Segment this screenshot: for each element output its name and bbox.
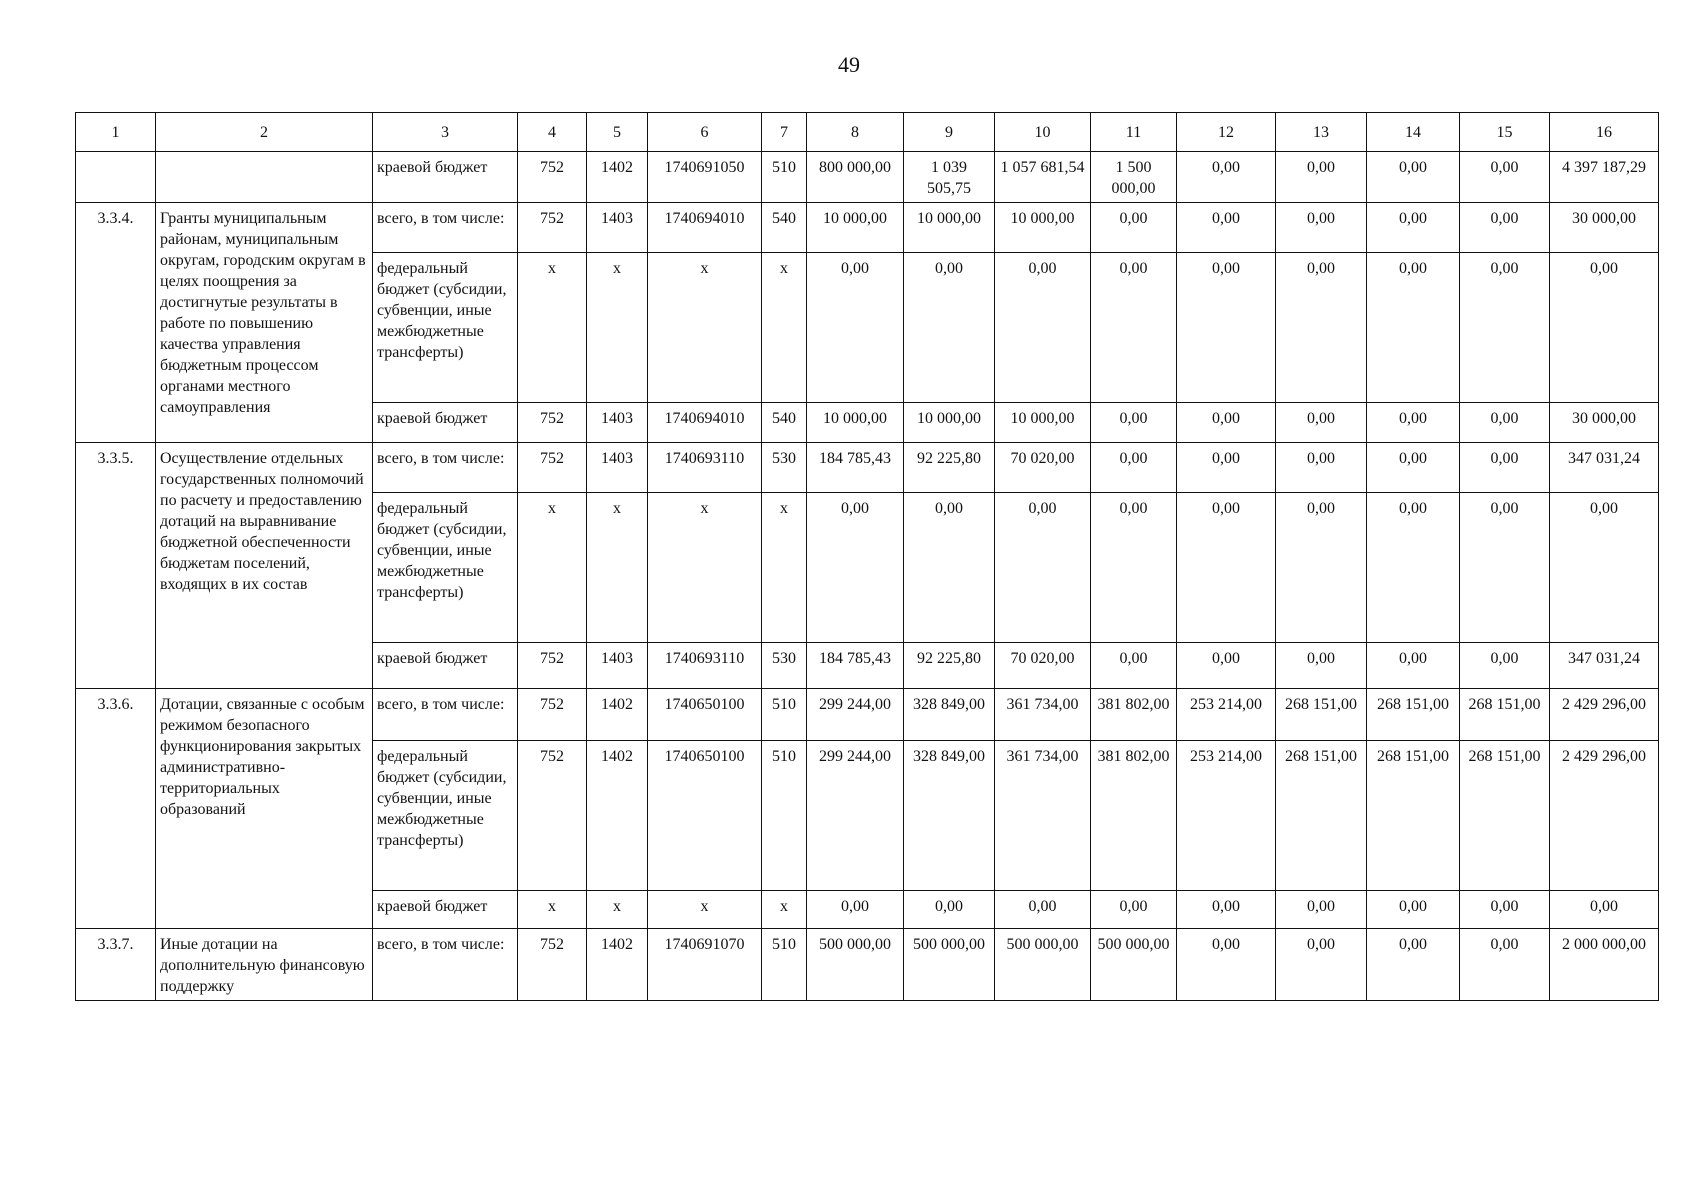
value-cell: 328 849,00 <box>904 741 995 891</box>
value-cell: 328 849,00 <box>904 689 995 741</box>
value-cell: 184 785,43 <box>807 443 904 493</box>
value-cell: 268 151,00 <box>1367 689 1460 741</box>
value-cell: 0,00 <box>1367 253 1460 403</box>
section-name: Гранты муниципальным районам, муниципальным округам, городским округам в целях поощрения за достигнутые результаты в работе по повышению качества управления бюджетным процессом органами местного самоуправления <box>156 203 373 443</box>
column-header: 8 <box>807 113 904 152</box>
code-cell: 1402 <box>587 689 648 741</box>
value-cell: 0,00 <box>1091 891 1177 929</box>
value-cell: 0,00 <box>807 253 904 403</box>
value-cell: 0,00 <box>1276 203 1367 253</box>
value-cell: 0,00 <box>1091 203 1177 253</box>
source-label: всего, в том числе: <box>373 443 518 493</box>
source-label: краевой бюджет <box>373 643 518 689</box>
value-cell: 0,00 <box>1460 253 1550 403</box>
value-cell: 0,00 <box>1091 643 1177 689</box>
value-cell: 0,00 <box>1091 493 1177 643</box>
value-cell: 30 000,00 <box>1550 203 1659 253</box>
table-row <box>76 689 1659 741</box>
code-cell: х <box>762 891 807 929</box>
source-label: всего, в том числе: <box>373 929 518 1001</box>
column-header: 12 <box>1177 113 1276 152</box>
source-label: федеральный бюджет (субсидии, субвенции, иные межбюджетные трансферты) <box>373 741 518 891</box>
code-cell: 530 <box>762 643 807 689</box>
empty-cell <box>76 152 156 203</box>
value-cell: 0,00 <box>1177 443 1276 493</box>
code-cell: 752 <box>518 643 587 689</box>
section-number: 3.3.4. <box>76 203 156 443</box>
source-label: краевой бюджет <box>373 152 518 203</box>
value-cell: 0,00 <box>1276 493 1367 643</box>
code-cell: 752 <box>518 152 587 203</box>
table-row <box>76 152 1659 203</box>
value-cell: 381 802,00 <box>1091 741 1177 891</box>
value-cell: 0,00 <box>1276 891 1367 929</box>
value-cell: 0,00 <box>1460 493 1550 643</box>
code-cell: 510 <box>762 741 807 891</box>
code-cell: 1740694010 <box>648 203 762 253</box>
code-cell: 530 <box>762 443 807 493</box>
table-row <box>76 203 1659 253</box>
value-cell: 347 031,24 <box>1550 643 1659 689</box>
code-cell: х <box>518 493 587 643</box>
value-cell: 0,00 <box>1177 643 1276 689</box>
value-cell: 0,00 <box>1177 929 1276 1001</box>
value-cell: 0,00 <box>995 891 1091 929</box>
column-header: 1 <box>76 113 156 152</box>
value-cell: 0,00 <box>1091 253 1177 403</box>
code-cell: 1402 <box>587 152 648 203</box>
code-cell: 752 <box>518 929 587 1001</box>
column-header: 4 <box>518 113 587 152</box>
source-label: краевой бюджет <box>373 891 518 929</box>
value-cell: 0,00 <box>1460 643 1550 689</box>
value-cell: 253 214,00 <box>1177 689 1276 741</box>
value-cell: 0,00 <box>1091 443 1177 493</box>
code-cell: 752 <box>518 689 587 741</box>
code-cell: 1402 <box>587 929 648 1001</box>
column-header: 9 <box>904 113 995 152</box>
section-name: Дотации, связанные с особым режимом безопасного функционирования закрытых административно-территориальных образований <box>156 689 373 929</box>
code-cell: х <box>648 493 762 643</box>
value-cell: 0,00 <box>1460 403 1550 443</box>
column-header: 14 <box>1367 113 1460 152</box>
value-cell: 347 031,24 <box>1550 443 1659 493</box>
code-cell: 1740694010 <box>648 403 762 443</box>
column-header: 7 <box>762 113 807 152</box>
value-cell: 184 785,43 <box>807 643 904 689</box>
budget-table <box>75 112 1659 1001</box>
code-cell: х <box>518 253 587 403</box>
code-cell: 1740650100 <box>648 741 762 891</box>
value-cell: 268 151,00 <box>1276 689 1367 741</box>
value-cell: 70 020,00 <box>995 643 1091 689</box>
value-cell: 0,00 <box>1276 443 1367 493</box>
value-cell: 268 151,00 <box>1367 741 1460 891</box>
value-cell: 800 000,00 <box>807 152 904 203</box>
column-header: 15 <box>1460 113 1550 152</box>
code-cell: х <box>587 253 648 403</box>
source-label: всего, в том числе: <box>373 689 518 741</box>
value-cell: 0,00 <box>1276 643 1367 689</box>
value-cell: 10 000,00 <box>807 403 904 443</box>
value-cell: 0,00 <box>1367 891 1460 929</box>
empty-cell <box>156 152 373 203</box>
value-cell: 1 057 681,54 <box>995 152 1091 203</box>
value-cell: 0,00 <box>1177 203 1276 253</box>
value-cell: 0,00 <box>1367 443 1460 493</box>
value-cell: 0,00 <box>1367 493 1460 643</box>
value-cell: 0,00 <box>1460 929 1550 1001</box>
code-cell: 752 <box>518 203 587 253</box>
value-cell: 4 397 187,29 <box>1550 152 1659 203</box>
value-cell: 70 020,00 <box>995 443 1091 493</box>
value-cell: 299 244,00 <box>807 689 904 741</box>
code-cell: 1740693110 <box>648 443 762 493</box>
value-cell: 0,00 <box>807 493 904 643</box>
section-number: 3.3.6. <box>76 689 156 929</box>
value-cell: 2 000 000,00 <box>1550 929 1659 1001</box>
value-cell: 0,00 <box>1460 891 1550 929</box>
code-cell: х <box>587 493 648 643</box>
value-cell: 0,00 <box>1550 253 1659 403</box>
value-cell: 0,00 <box>1276 929 1367 1001</box>
value-cell: 0,00 <box>1091 403 1177 443</box>
value-cell: 0,00 <box>1367 643 1460 689</box>
code-cell: 1403 <box>587 443 648 493</box>
value-cell: 0,00 <box>995 493 1091 643</box>
code-cell: 1740691050 <box>648 152 762 203</box>
code-cell: 1740691070 <box>648 929 762 1001</box>
code-cell: 1403 <box>587 403 648 443</box>
value-cell: 500 000,00 <box>807 929 904 1001</box>
code-cell: 1740650100 <box>648 689 762 741</box>
value-cell: 0,00 <box>1276 253 1367 403</box>
code-cell: х <box>587 891 648 929</box>
column-header: 6 <box>648 113 762 152</box>
value-cell: 0,00 <box>1367 403 1460 443</box>
value-cell: 10 000,00 <box>995 203 1091 253</box>
source-label: федеральный бюджет (субсидии, субвенции, иные межбюджетные трансферты) <box>373 253 518 403</box>
code-cell: х <box>762 253 807 403</box>
value-cell: 0,00 <box>807 891 904 929</box>
column-header: 2 <box>156 113 373 152</box>
source-label: федеральный бюджет (субсидии, субвенции, иные межбюджетные трансферты) <box>373 493 518 643</box>
value-cell: 0,00 <box>1460 203 1550 253</box>
value-cell: 92 225,80 <box>904 643 995 689</box>
value-cell: 0,00 <box>1276 403 1367 443</box>
source-label: всего, в том числе: <box>373 203 518 253</box>
value-cell: 361 734,00 <box>995 689 1091 741</box>
value-cell: 30 000,00 <box>1550 403 1659 443</box>
value-cell: 381 802,00 <box>1091 689 1177 741</box>
value-cell: 0,00 <box>1367 152 1460 203</box>
column-header: 10 <box>995 113 1091 152</box>
value-cell: 0,00 <box>904 493 995 643</box>
code-cell: 1403 <box>587 643 648 689</box>
value-cell: 10 000,00 <box>904 403 995 443</box>
value-cell: 0,00 <box>1276 152 1367 203</box>
value-cell: 10 000,00 <box>807 203 904 253</box>
value-cell: 361 734,00 <box>995 741 1091 891</box>
value-cell: 268 151,00 <box>1460 741 1550 891</box>
section-name: Иные дотации на дополнительную финансовую поддержку <box>156 929 373 1001</box>
value-cell: 0,00 <box>1460 443 1550 493</box>
value-cell: 2 429 296,00 <box>1550 689 1659 741</box>
source-label: краевой бюджет <box>373 403 518 443</box>
value-cell: 500 000,00 <box>904 929 995 1001</box>
value-cell: 0,00 <box>1550 493 1659 643</box>
code-cell: 510 <box>762 929 807 1001</box>
code-cell: х <box>518 891 587 929</box>
value-cell: 299 244,00 <box>807 741 904 891</box>
code-cell: 752 <box>518 443 587 493</box>
value-cell: 500 000,00 <box>995 929 1091 1001</box>
value-cell: 0,00 <box>1550 891 1659 929</box>
code-cell: 1403 <box>587 203 648 253</box>
value-cell: 268 151,00 <box>1276 741 1367 891</box>
section-number: 3.3.5. <box>76 443 156 689</box>
header-row <box>76 113 1659 152</box>
value-cell: 1 039 505,75 <box>904 152 995 203</box>
value-cell: 0,00 <box>1367 929 1460 1001</box>
column-header: 5 <box>587 113 648 152</box>
value-cell: 1 500 000,00 <box>1091 152 1177 203</box>
value-cell: 0,00 <box>1177 891 1276 929</box>
value-cell: 253 214,00 <box>1177 741 1276 891</box>
code-cell: 540 <box>762 203 807 253</box>
table-row <box>76 443 1659 493</box>
section-name: Осуществление отдельных государственных полномочий по расчету и предоставлению дотаций на выравнивание бюджетной обеспеченности бюджетам поселений, входящих в их состав <box>156 443 373 689</box>
column-header: 11 <box>1091 113 1177 152</box>
code-cell: х <box>762 493 807 643</box>
code-cell: 510 <box>762 689 807 741</box>
value-cell: 0,00 <box>1177 152 1276 203</box>
column-header: 3 <box>373 113 518 152</box>
code-cell: 1740693110 <box>648 643 762 689</box>
value-cell: 2 429 296,00 <box>1550 741 1659 891</box>
value-cell: 500 000,00 <box>1091 929 1177 1001</box>
value-cell: 10 000,00 <box>904 203 995 253</box>
value-cell: 0,00 <box>904 891 995 929</box>
value-cell: 0,00 <box>1177 253 1276 403</box>
code-cell: 540 <box>762 403 807 443</box>
column-header: 16 <box>1550 113 1659 152</box>
page-number: 49 <box>838 52 860 77</box>
code-cell: 752 <box>518 403 587 443</box>
value-cell: 268 151,00 <box>1460 689 1550 741</box>
value-cell: 10 000,00 <box>995 403 1091 443</box>
code-cell: 1402 <box>587 741 648 891</box>
value-cell: 0,00 <box>1367 203 1460 253</box>
code-cell: 510 <box>762 152 807 203</box>
section-number: 3.3.7. <box>76 929 156 1001</box>
value-cell: 0,00 <box>995 253 1091 403</box>
table-row <box>76 929 1659 1001</box>
value-cell: 92 225,80 <box>904 443 995 493</box>
code-cell: х <box>648 891 762 929</box>
value-cell: 0,00 <box>1177 403 1276 443</box>
code-cell: 752 <box>518 741 587 891</box>
value-cell: 0,00 <box>1460 152 1550 203</box>
value-cell: 0,00 <box>1177 493 1276 643</box>
column-header: 13 <box>1276 113 1367 152</box>
code-cell: х <box>648 253 762 403</box>
value-cell: 0,00 <box>904 253 995 403</box>
